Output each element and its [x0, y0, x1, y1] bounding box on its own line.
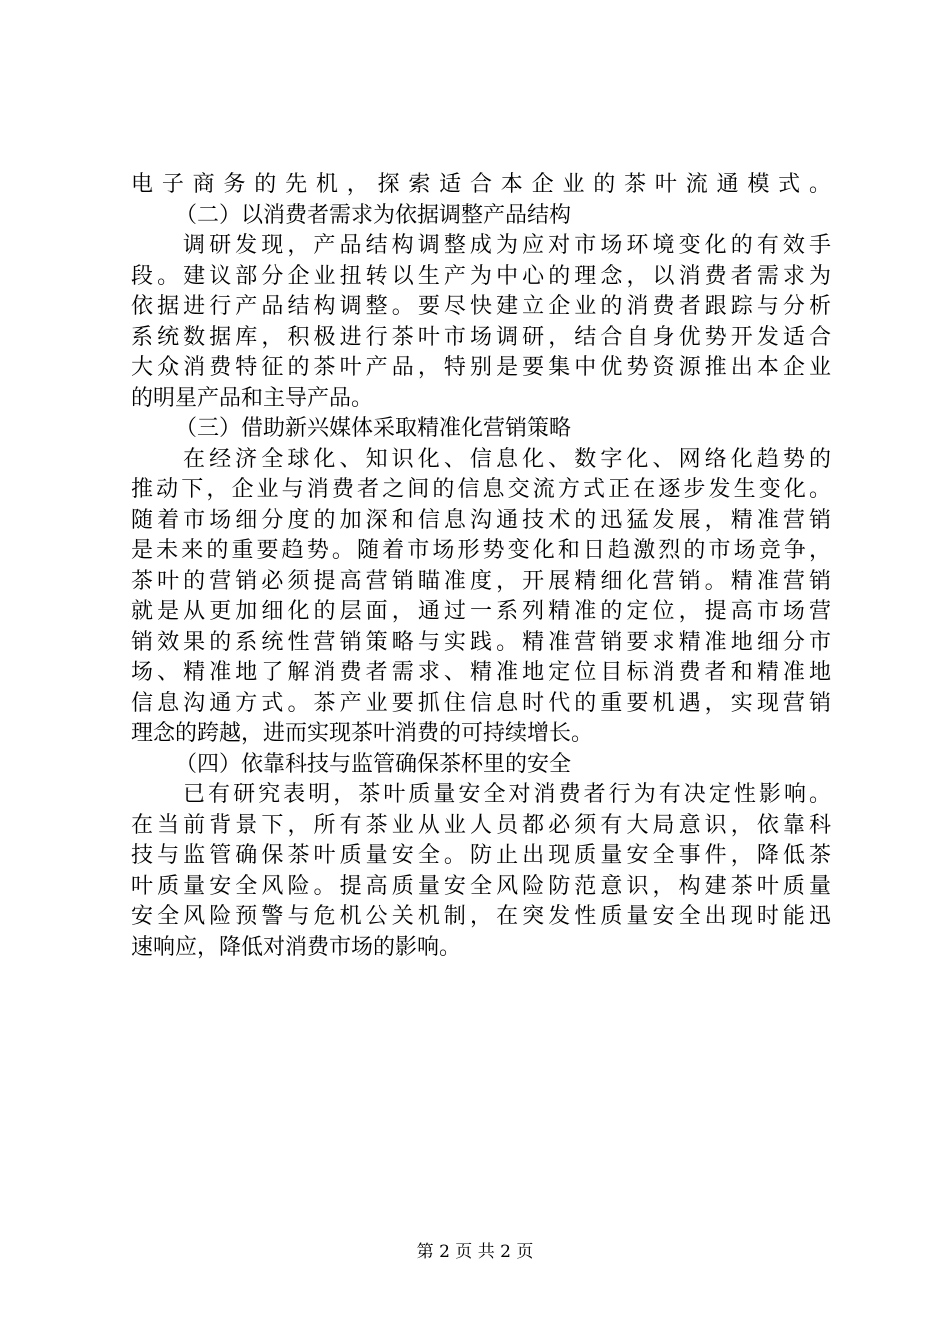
- paragraph-line: 已有研究表明，茶叶质量安全对消费者行为有决定性影响。: [183, 782, 831, 807]
- paragraph-line: 信息沟通方式。茶产业要抓住信息时代的重要机遇，实现营销: [131, 690, 831, 716]
- paragraph-line: 速响应，降低对消费市场的影响。: [131, 934, 462, 960]
- paragraph-line: 茶叶的营销必须提高营销瞄准度，开展精细化营销。精准营销: [131, 568, 831, 594]
- paragraph-line: 就是从更加细化的层面，通过一系列精准的定位，提高市场营: [131, 599, 831, 624]
- section-heading: （二）以消费者需求为依据调整产品结构: [175, 202, 572, 228]
- paragraph-line: 是未来的重要趋势。随着市场形势变化和日趋激烈的市场竞争，: [131, 538, 831, 563]
- paragraph-line: 的明星产品和主导产品。: [131, 385, 374, 411]
- paragraph-line: 推动下，企业与消费者之间的信息交流方式正在逐步发生变化。: [131, 477, 831, 502]
- section-heading: （三）借助新兴媒体采取精准化营销策略: [175, 416, 572, 441]
- paragraph-line: 大众消费特征的茶叶产品，特别是要集中优势资源推出本企业: [131, 355, 831, 380]
- paragraph-line: 电子商务的先机，探索适合本企业的茶叶流通模式。: [131, 172, 831, 197]
- paragraph-line: 叶质量安全风险。提高质量安全风险防范意识，构建茶叶质量: [131, 873, 831, 899]
- paragraph-line: 理念的跨越，进而实现茶叶消费的可持续增长。: [131, 721, 594, 746]
- paragraph-line: 在当前背景下，所有茶业从业人员都必须有大局意识，依靠科: [131, 812, 831, 838]
- paragraph-line: 在经济全球化、知识化、信息化、数字化、网络化趋势的: [183, 446, 831, 472]
- paragraph-line: 安全风险预警与危机公关机制，在突发性质量安全出现时能迅: [131, 904, 831, 929]
- paragraph-line: 系统数据库，积极进行茶叶市场调研，结合自身优势开发适合: [131, 324, 831, 350]
- paragraph-line: 技与监管确保茶叶质量安全。防止出现质量安全事件，降低茶: [131, 843, 831, 868]
- paragraph-line: 调研发现，产品结构调整成为应对市场环境变化的有效手: [183, 233, 831, 258]
- paragraph-line: 场、精准地了解消费者需求、精准地定位目标消费者和精准地: [131, 660, 831, 685]
- section-heading: （四）依靠科技与监管确保茶杯里的安全: [175, 751, 572, 777]
- document-body: [131, 170, 831, 963]
- page-footer: 第 2 页 共 2 页: [416, 1242, 534, 1262]
- paragraph-line: 依据进行产品结构调整。要尽快建立企业的消费者跟踪与分析: [131, 294, 831, 319]
- paragraph-line: 段。建议部分企业扭转以生产为中心的理念，以消费者需求为: [131, 263, 831, 289]
- paragraph-line: 销效果的系统性营销策略与实践。精准营销要求精准地细分市: [131, 629, 831, 655]
- paragraph-line: 随着市场细分度的加深和信息沟通技术的迅猛发展，精准营销: [131, 507, 831, 533]
